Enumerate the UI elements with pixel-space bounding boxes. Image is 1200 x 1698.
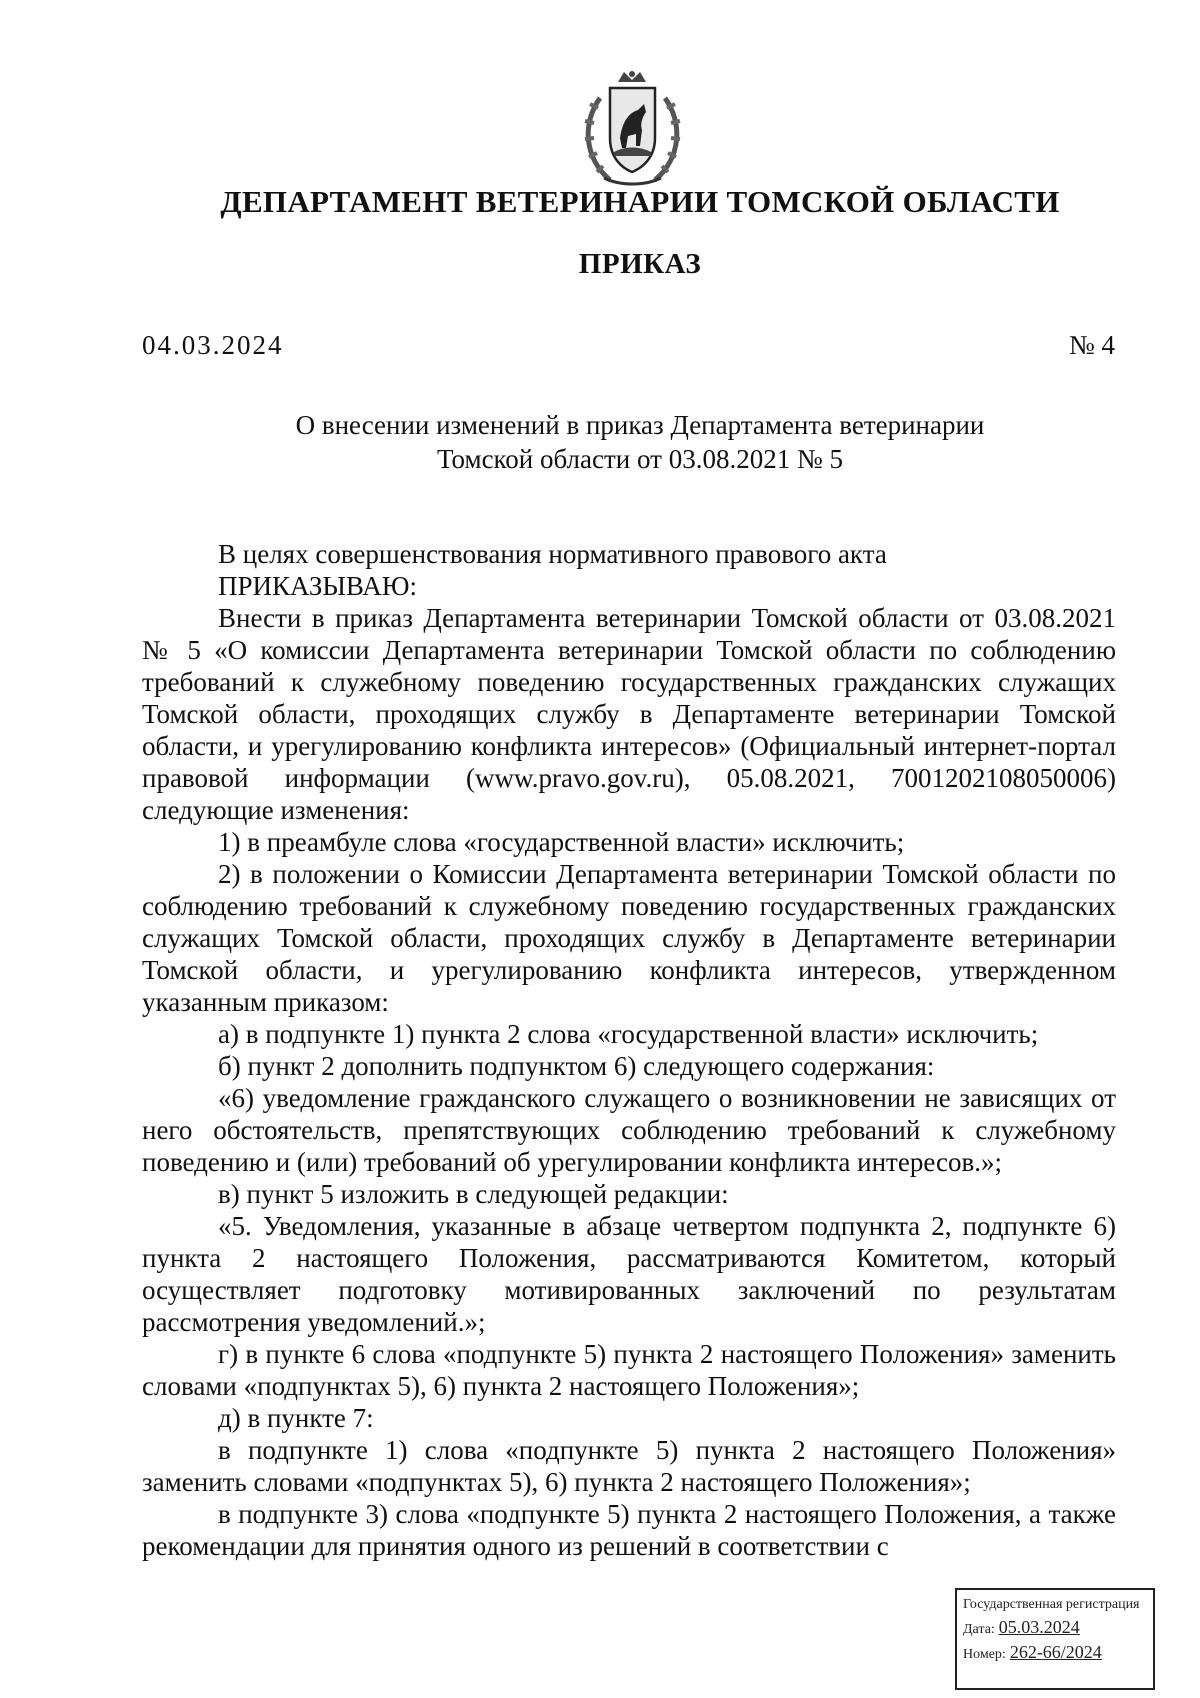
registration-stamp	[955, 1588, 1155, 1690]
body-paragraph: В целях совершенствования нормативного правового акта	[218, 539, 887, 569]
stamp-date-value: 05.03.2024	[998, 1617, 1080, 1637]
body-paragraph: в подпункте 1) слова «подпункте 5) пункта 2 настоящего Положения» заменить словами «подпунктах 5), 6) пункта 2 настоящего Положения»;	[142, 1435, 1116, 1497]
body-paragraph: «5. Уведомления, указанные в абзаце четвертом подпункта 2, подпункте 6) пункта 2 настоящего Положения, рассматриваются Комитетом, который осуществляет подготовку мотивированных заключений по результатам рассмотрения уведомлений.»;	[142, 1211, 1116, 1337]
body-paragraph: ПРИКАЗЫВАЮ:	[218, 571, 417, 601]
body-paragraph: б) пункт 2 дополнить подпунктом 6) следующего содержания:	[218, 1051, 935, 1081]
stamp-title: Государственная регистрация	[963, 1597, 1140, 1612]
stamp-number-value: 262-66/2024	[1009, 1642, 1102, 1662]
document-number: № 4	[1068, 330, 1115, 360]
coat-of-arms-emblem	[570, 68, 695, 190]
stamp-number-label: Номер:	[963, 1647, 1006, 1662]
document-type: ПРИКАЗ	[578, 248, 702, 280]
stamp-number-row	[963, 1641, 1147, 1666]
body-paragraph: «6) уведомление гражданского служащего о возникновении не зависящих от него обстоятельств, препятствующих соблюдению требований к служебному поведению и (или) требований об урегулировании конфликта интересов.»;	[142, 1083, 1116, 1177]
organization-title: ДЕПАРТАМЕНТ ВЕТЕРИНАРИИ ТОМСКОЙ ОБЛАСТИ	[220, 184, 1060, 219]
body-paragraph: 2) в положении о Комиссии Департамента ветеринарии Томской области по соблюдению требований к служебному поведению государственных гражданских служащих Томской области, проходящих службу в Департаменте ветеринарии Томской области, и урегулированию конфликта интересов, утвержденном указанным приказом:	[142, 859, 1116, 1017]
stamp-date-row	[963, 1616, 1147, 1641]
body-paragraph: в подпункте 3) слова «подпункте 5) пункта 2 настоящего Положения, а также рекомендации для принятия одного из решений в соответствии с	[142, 1499, 1116, 1561]
document-body	[142, 538, 1116, 1562]
stamp-date-label: Дата:	[963, 1622, 995, 1637]
emblem-graphic	[570, 68, 695, 190]
body-paragraph: г) в пункте 6 слова «подпункте 5) пункта 2 настоящего Положения» заменить словами «подпунктах 5), 6) пункта 2 настоящего Положения»;	[142, 1339, 1116, 1401]
subject-line: О внесении изменений в приказ Департамента ветеринарии	[295, 410, 985, 440]
body-paragraph: д) в пункте 7:	[218, 1403, 374, 1433]
body-paragraph: в) пункт 5 изложить в следующей редакции:	[218, 1179, 729, 1209]
document-date: 04.03.2024	[142, 330, 284, 360]
body-paragraph: Внести в приказ Департамента ветеринарии Томской области от 03.08.2021 № 5 «О комиссии Департамента ветеринарии Томской области по соблюдению требований к служебному поведению государственных гражданских служащих Томской области, проходящих службу в Департаменте ветеринарии Томской области, и урегулированию конфликта интересов» (Официальный интернет-портал правовой информации (www.pravo.gov.ru), 05.08.2021, 7001202108050006) следующие изменения:	[142, 603, 1116, 825]
document-subject	[140, 408, 1140, 476]
body-paragraph: а) в подпункте 1) пункта 2 слова «государственной власти» исключить;	[218, 1019, 1039, 1049]
subject-line: Томской области от 03.08.2021 № 5	[437, 444, 843, 474]
body-paragraph: 1) в преамбуле слова «государственной власти» исключить;	[218, 827, 905, 857]
